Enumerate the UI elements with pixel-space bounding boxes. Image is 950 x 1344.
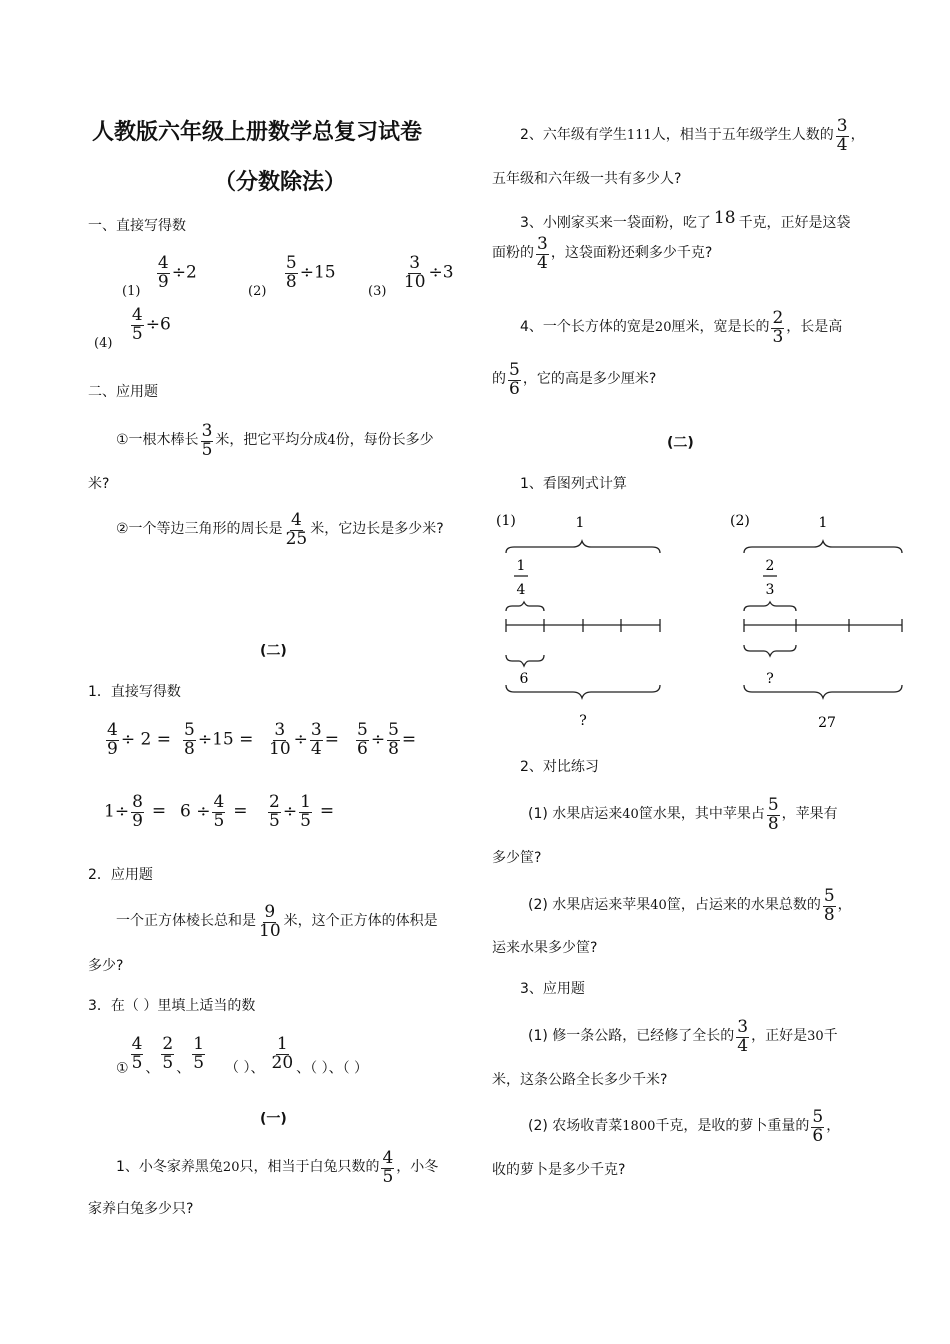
word-problem: ①一根木棒长 $\frac{3}{5}$ 米，把它平均分成4份，每份长多少 [116,421,434,460]
bottom-label: 27 [818,715,836,731]
top-brace [506,541,660,553]
word-problem-cont: 家养白兔多少只? [88,1201,194,1217]
word-problem: (2) 水果店运来苹果40筐，占运来的水果总数的 $\frac{5}{8}$ ， [528,886,852,925]
page-title: 人教版六年级上册数学总复习试卷 [92,120,423,145]
exercise-item [94,307,171,351]
calc-item: $\frac{5}{8}$ ÷15 = [184,720,254,759]
section-heading: 二、应用题 [88,384,158,400]
section-heading: 3、应用题 [520,981,585,997]
word-problem: (2) 农场收青菜1800千克，是收的萝卜重量的 $\frac{5}{6}$ ， [528,1107,841,1146]
fraction: $\frac{5}{8}$ [285,253,297,292]
section-heading: 2、对比练习 [520,759,599,775]
fraction: $\frac{4}{5}$ [131,305,143,344]
diagram-label: (2) [730,513,750,529]
page-subtitle: （分数除法） [214,170,347,195]
calc-item: $\frac{4}{9}$ ÷ 2 = [107,720,171,759]
item-number: (1) [122,284,141,300]
diagram-label: (1) [496,513,516,529]
operator: ÷3 [428,262,454,283]
top-brace [744,541,902,553]
diagram-top-label: 1 [575,515,585,531]
sequence-problem: ① $\frac{4}{5}$ 、 $\frac{2}{5}$ 、 $\frac{1}{5}$ （ ）、 $\frac{1}{20}$ 、（ ）、（ ） [116,1034,369,1077]
word-problem: 3、小刚家买来一袋面粉，吃了 18 千克，正好是这袋 [520,208,851,231]
word-problem-cont: 的 $\frac{5}{6}$ ，它的高是多少厘米? [492,360,657,399]
below-brace [744,645,796,656]
word-problem: ②一个等边三角形的周长是 $\frac{4}{25}$ 米，它边长是多少米? [116,510,444,549]
fraction-numerator: 1 [516,558,526,574]
diagram-top-label: 1 [818,515,828,531]
word-problem: 1、小冬家养黑兔20只，相当于白兔只数的 $\frac{4}{5}$ ，小冬 [116,1148,439,1187]
fraction-numerator: 2 [765,558,775,574]
blank: （ ） [310,1060,329,1077]
word-problem-cont: 多少筐? [492,850,542,866]
below-label: 6 [519,671,529,687]
part-heading: (二) [667,435,694,451]
item-number: (2) [248,284,267,300]
word-problem-cont: 米? [88,476,110,492]
below-label: ? [766,671,774,687]
blank: （ ） [225,1060,251,1077]
bottom-label: ? [579,713,587,729]
section-heading: 2．应用题 [88,867,153,883]
part-heading: (二) [260,643,287,659]
blank: （ ） [342,1060,369,1077]
calc-item: 1÷ $\frac{8}{9}$ = [104,792,167,831]
word-problem-cont: 五年级和六年级一共有多少人? [492,171,682,187]
word-problem: 4、一个长方体的宽是20厘米，宽是长的 $\frac{2}{3}$ ，长是高 [520,308,843,347]
fraction: $\frac{4}{9}$ [157,253,169,292]
operator: ÷2 [171,262,197,283]
exercise-item [248,255,336,299]
fraction-denominator: 3 [765,582,775,598]
operator: ÷6 [145,314,171,335]
word-problem: (1) 水果店运来40筐水果，其中苹果占 $\frac{5}{8}$ ，苹果有 [528,795,838,834]
item-number: (3) [368,284,387,300]
part-brace [744,602,796,611]
fraction-denominator: 4 [516,582,526,598]
calc-item: $\frac{3}{10}$ ÷ $\frac{3}{4}$ = [269,720,339,759]
word-problem-cont: 米，这条公路全长多少千米? [492,1072,668,1088]
word-problem-cont: 收的萝卜是多少千克? [492,1162,626,1178]
section-heading: 一、直接写得数 [88,218,186,234]
section-heading: 3．在（ ）里填上适当的数 [88,998,256,1014]
part-brace [506,602,544,611]
word-problem: (1) 修一条公路，已经修了全长的 $\frac{3}{4}$ ，正好是30千 [528,1017,838,1056]
word-problem: 2、六年级有学生111人，相当于五年级学生人数的 $\frac{3}{4}$ ， [520,116,865,155]
word-problem-cont: 多少? [88,958,124,974]
item-number: (4) [94,336,113,352]
section-heading: 1、看图列式计算 [520,476,627,492]
part-heading: (一) [260,1111,287,1127]
exercise-item [122,255,197,299]
calc-item: 6 ÷ $\frac{4}{5}$ = [180,792,248,831]
operator: ÷15 [299,262,336,283]
section-heading: 1．直接写得数 [88,684,181,700]
bottom-brace [506,685,660,698]
word-problem-cont: 运来水果多少筐? [492,940,598,956]
calc-item: $\frac{2}{5}$ ÷ $\frac{1}{5}$ = [269,792,335,831]
exercise-item [368,255,454,299]
word-problem: 一个正方体棱长总和是 $\frac{9}{10}$ 米，这个正方体的体积是 [116,902,438,941]
fraction: $\frac{3}{10}$ [403,253,426,292]
below-brace [506,655,544,666]
segment-diagram-1 [490,505,680,740]
word-problem-cont: 面粉的 $\frac{3}{4}$ ，这袋面粉还剩多少千克? [492,234,713,273]
segment-diagram-2 [728,505,913,740]
calc-item: $\frac{5}{6}$ ÷ $\frac{5}{8}$ = [357,720,417,759]
